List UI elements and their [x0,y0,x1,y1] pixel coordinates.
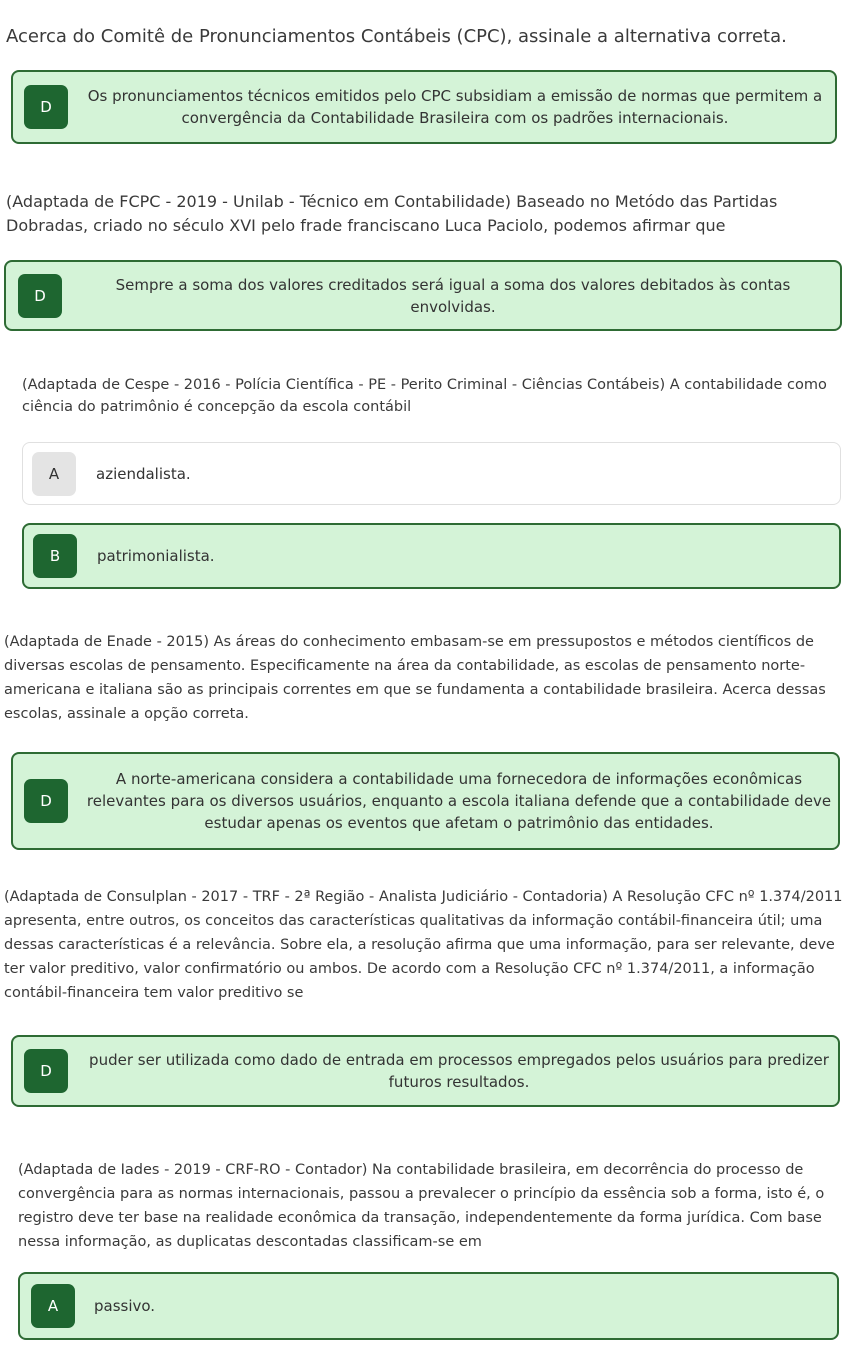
option-letter-badge: B [33,534,77,578]
option-text: Sempre a soma dos valores creditados será igual a soma dos valores debitados às contas envolvidas. [115,275,791,316]
option-letter-badge: A [31,1284,75,1328]
option-text: aziendalista. [96,464,191,483]
question-3-text: (Adaptada de Cespe - 2016 - Polícia Científica - PE - Perito Criminal - Ciências Contábeis) A contabilidade como ciência do patrimônio é concepção da escola contábil [22,377,827,415]
question-5-text: (Adaptada de Consulplan - 2017 - TRF - 2ª Região - Analista Judiciário - Contadoria) A Resolução CFC nº 1.374/2011 apresenta, entre outros, os conceitos das características qualitativas da informação contábil-financeira útil; uma dessas características é a relevância. Sobre ela, a resolução afirma que uma informação, para ser relevante, deve ter valor preditivo, valor confirmatório ou ambos. De acordo com a Resolução CFC nº 1.374/2011, a informação contábil-financeira tem valor preditivo se [4,889,843,1001]
question-4-option-d[interactable] [11,752,840,850]
option-letter-badge: D [24,1049,68,1093]
question-2-text: (Adaptada de FCPC - 2019 - Unilab - Técnico em Contabilidade) Baseado no Metódo das Partidas Dobradas, criado no século XVI pelo frade franciscano Luca Paciolo, podemos afirmar que [6,192,778,235]
option-text: Os pronunciamentos técnicos emitidos pelo CPC subsidiam a emissão de normas que permitem a convergência da Contabilidade Brasileira com os padrões internacionais. [87,87,823,127]
option-text: patrimonialista. [97,547,215,565]
question-1-option-d[interactable] [11,70,837,144]
question-3-option-a[interactable] [22,442,841,505]
option-text: passivo. [94,1297,156,1315]
option-text: A norte-americana considera a contabilidade uma fornecedora de informações econômicas relevantes para os diversos usuários, enquanto a escola italiana defende que a contabilidade deve estudar apenas os eventos que afetam o patrimônio das entidades. [86,770,832,832]
option-letter-badge: A [32,452,76,496]
question-2-option-d[interactable] [4,260,842,331]
question-6-option-a[interactable] [18,1272,839,1340]
option-letter-badge: D [24,779,68,823]
option-letter-badge: D [18,274,62,318]
question-5-option-d[interactable] [11,1035,840,1107]
question-6-text: (Adaptada de Iades - 2019 - CRF-RO - Contador) Na contabilidade brasileira, em decorrência do processo de convergência para as normas internacionais, passou a prevalecer o princípio da essência sob a forma, isto é, o registro deve ter base na realidade econômica da transação, independentemente da forma jurídica. Com base nessa informação, as duplicatas descontadas classificam-se em [18,1162,825,1250]
question-3-option-b[interactable] [22,523,841,589]
question-4-text: (Adaptada de Enade - 2015) As áreas do conhecimento embasam-se em pressupostos e métodos científicos de diversas escolas de pensamento. Especificamente na área da contabilidade, as escolas de pensamento norte-americana e italiana são as principais correntes em que se fundamenta a contabilidade brasileira. Acerca dessas escolas, assinale a opção correta. [4,634,826,722]
option-letter-badge: D [24,85,68,129]
question-1-text: Acerca do Comitê de Pronunciamentos Contábeis (CPC), assinale a alternativa correta. [6,26,787,47]
option-text: puder ser utilizada como dado de entrada em processos empregados pelos usuários para predizer futuros resultados. [89,1051,829,1091]
